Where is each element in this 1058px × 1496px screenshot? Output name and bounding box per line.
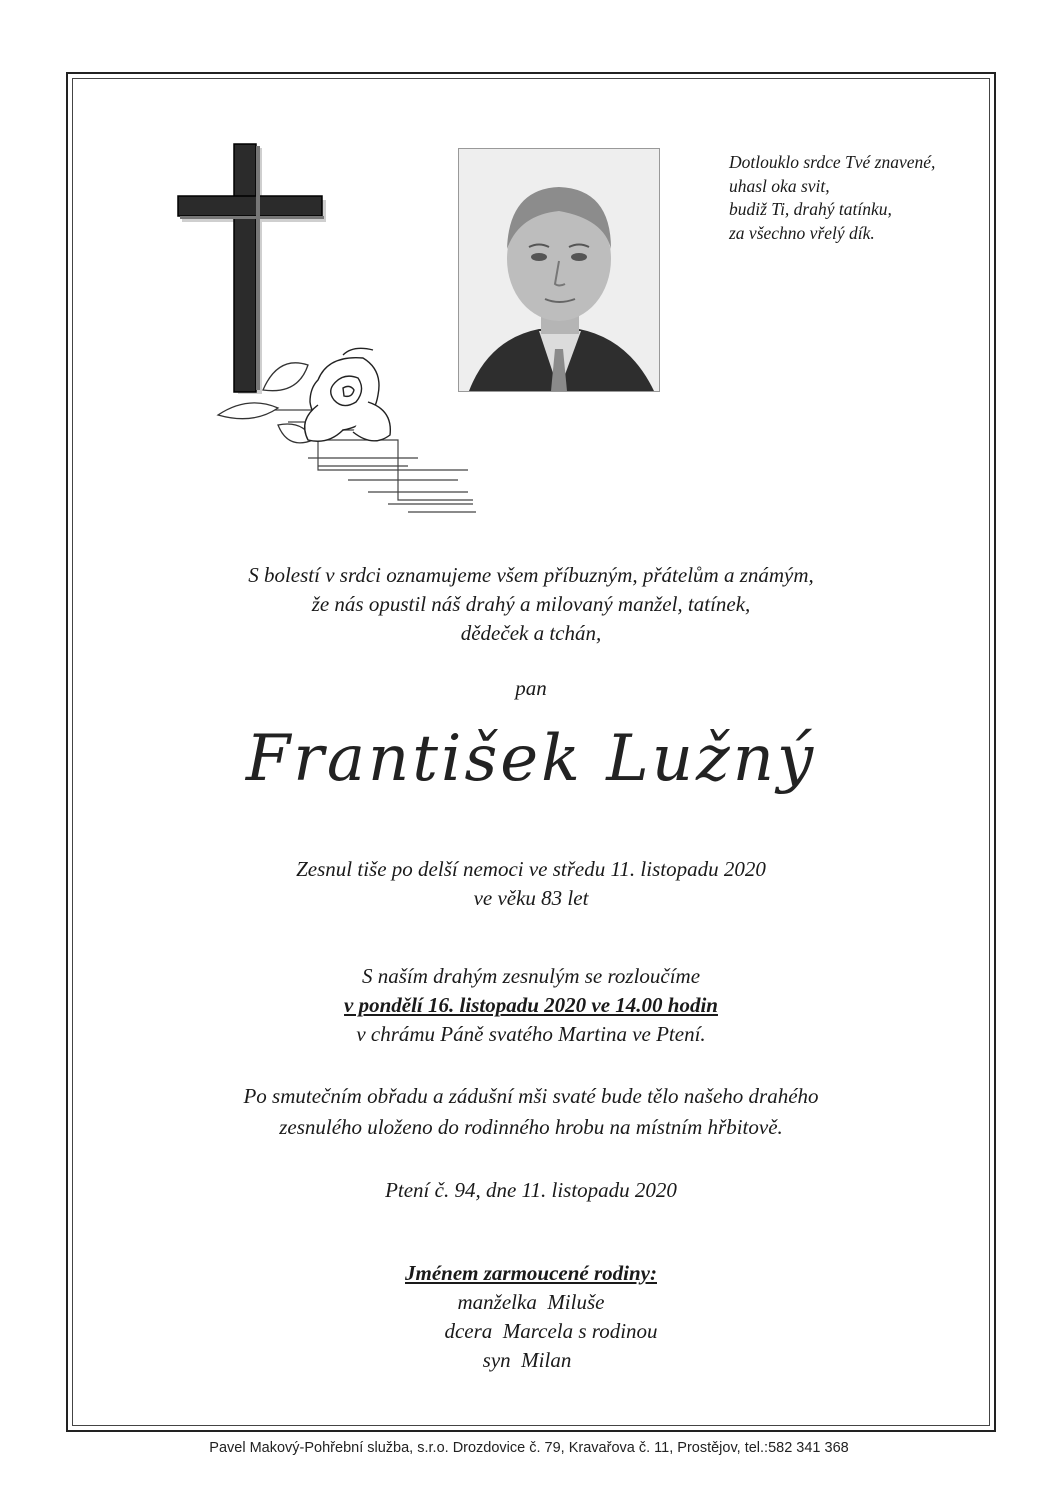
funeral-line: S naším drahým zesnulým se rozloučíme [361,964,701,988]
funeral-location: v chrámu Páně svatého Martina ve Ptení. [356,1022,706,1046]
funeral-service-footer: Pavel Makový-Pohřební služba, s.r.o. Drozdovice č. 79, Kravařova č. 11, Prostějov, tel.:582 341 368 [209,1440,849,1456]
deceased-name: František Lužný [245,722,817,796]
place-date: Ptení č. 94, dne 11. listopadu 2020 [385,1178,677,1202]
death-line: ve věku 83 let [473,886,589,910]
burial-info [72,1081,990,1143]
announcement-intro [72,561,990,648]
family-member: manželka Miluše [457,1290,605,1314]
funeral-info [72,962,990,1049]
intro-line: že nás opustil náš drahý a milovaný manžel, tatínek, [311,592,751,616]
family-member: dcera Marcela s rodinou [444,1319,658,1343]
intro-line: S bolestí v srdci oznamujeme všem příbuzným, přátelům a známým, [248,563,814,587]
funeral-date-time: v pondělí 16. listopadu 2020 ve 14.00 hodin [344,993,718,1017]
death-line: Zesnul tiše po delší nemoci ve středu 11. listopadu 2020 [296,857,766,881]
intro-line: dědeček a tchán, [460,621,602,645]
cross-with-rose-icon [168,140,488,525]
verse-line: uhasl oka svit, [729,175,830,196]
death-notice [72,855,990,913]
burial-line: Po smutečním obřadu a zádušní mši svaté bude tělo našeho drahého [243,1084,819,1108]
verse-line: za všechno vřelý dík. [729,222,875,243]
verse [729,151,979,245]
burial-line: zesnulého uloženo do rodinného hrobu na místním hřbitově. [279,1115,783,1139]
family-signature [72,1259,990,1375]
honorific: pan [515,676,547,700]
verse-line: budiž Ti, drahý tatínku, [729,199,892,219]
portrait-photo [458,148,660,392]
verse-line: Dotlouklo srdce Tvé znavené, [729,152,936,172]
family-member: syn Milan [482,1348,572,1372]
family-heading: Jménem zarmoucené rodiny: [405,1261,657,1285]
